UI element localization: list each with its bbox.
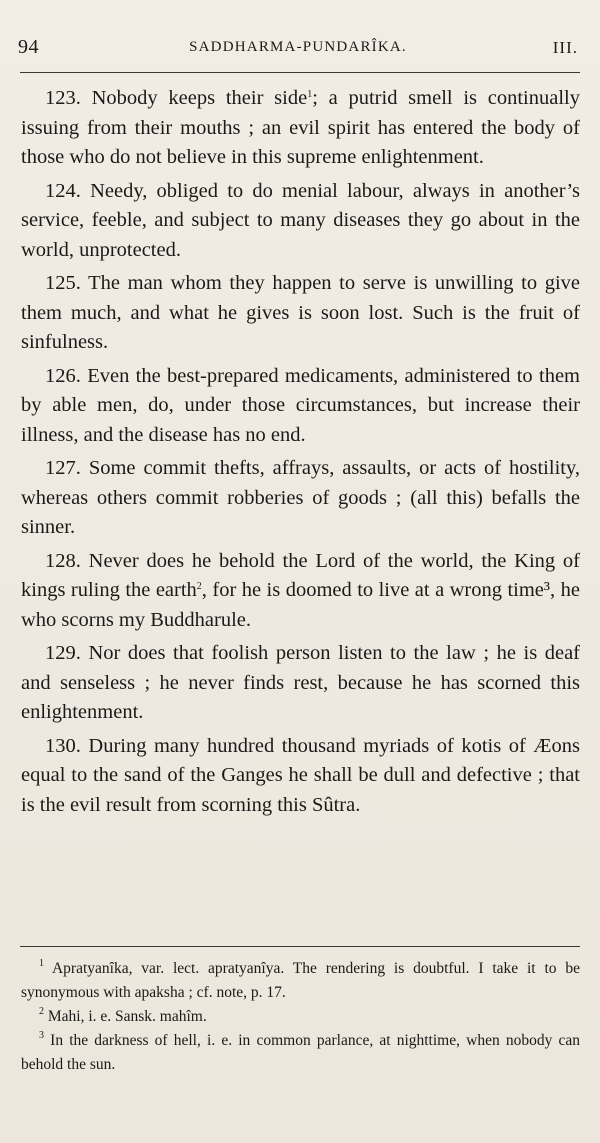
verse-125 [21, 269, 580, 358]
verse-126 [21, 362, 580, 451]
verse-130 [21, 732, 580, 821]
footnote-2 [21, 1005, 580, 1029]
verse-text: During many hundred thousand myriads of kotis of Æons equal to the sand of the Ganges he shall be dull and defective ; that is the evil result from scorning this Sûtra. [21, 734, 581, 816]
footnote-ref: 1 [307, 89, 313, 100]
footnotes [21, 957, 580, 1077]
running-title: SADDHARMA-PUNDARÎKA. [189, 39, 407, 55]
verse-124 [21, 177, 580, 266]
verse-127 [21, 454, 580, 543]
verse-number: 130. [45, 734, 81, 757]
verse-number: 126. [45, 364, 81, 387]
verse-text: Nor does that foolish person listen to the law ; he is deaf and senseless ; he never finds rest, because he has scorned this enlightenment. [21, 642, 581, 723]
verse-list [21, 84, 580, 824]
footnote-mark: 1 [39, 958, 44, 969]
verse-text: The man whom they happen to serve is unwilling to give them much, and what he gives is soon lost. Such is the fruit of sinfulness. [21, 272, 580, 353]
verse-text: Never does he behold the Lord of the world, the King of kings ruling the earth [21, 549, 581, 601]
verse-number: 123. [45, 87, 81, 109]
footnote-text: In the darkness of hell, i. e. in common parlance, at nighttime, when nobody can behold the sun. [21, 1032, 581, 1073]
footnote-1 [21, 957, 580, 1005]
verse-text-continued: , for he is doomed to live at a wrong time³, he who scorns my Buddharule. [21, 579, 580, 631]
verse-number: 127. [45, 457, 81, 479]
verse-123 [21, 84, 580, 173]
footnote-mark: 2 [39, 1006, 44, 1017]
footnote-ref: 2 [196, 581, 202, 592]
page-header [18, 36, 578, 64]
verse-number: 129. [45, 642, 81, 664]
verse-129 [21, 639, 580, 728]
page-number: 94 [18, 36, 39, 58]
footnote-text: Apratyanîka, var. lect. apratyanîya. The rendering is doubtful. I take it to be synonymous with apaksha ; cf. note, p. 17. [21, 960, 580, 1001]
footnote-text: Mahi, i. e. Sansk. mahîm. [47, 1008, 207, 1025]
verse-text: Even the best-prepared medicaments, administered to them by able men, do, under those circumstances, but increase their illness, and the disease has no end. [21, 364, 580, 446]
footnote-mark: 3 [39, 1030, 44, 1041]
header-rule [20, 72, 580, 73]
verse-text: Nobody keeps their side [91, 87, 308, 109]
chapter-number: III. [552, 38, 578, 57]
verse-number: 128. [45, 549, 81, 572]
verse-text: Some commit thefts, affrays, assaults, or acts of hostility, whereas others commit robberies of goods ; (all this) befalls the sinner. [21, 457, 581, 538]
footnote-rule [20, 946, 580, 947]
footnote-3 [21, 1029, 580, 1077]
verse-128 [21, 547, 580, 636]
verse-number: 125. [45, 272, 81, 294]
verse-text: Needy, obliged to do menial labour, always in another’s service, feeble, and subject to many diseases they go about in the world, unprotected. [21, 179, 581, 261]
verse-number: 124. [45, 179, 81, 202]
verse-text-continued: ; a putrid smell is continually issuing from their mouths ; an evil spirit has entered the body of those who do not believe in this supreme enlightenment. [21, 87, 580, 168]
